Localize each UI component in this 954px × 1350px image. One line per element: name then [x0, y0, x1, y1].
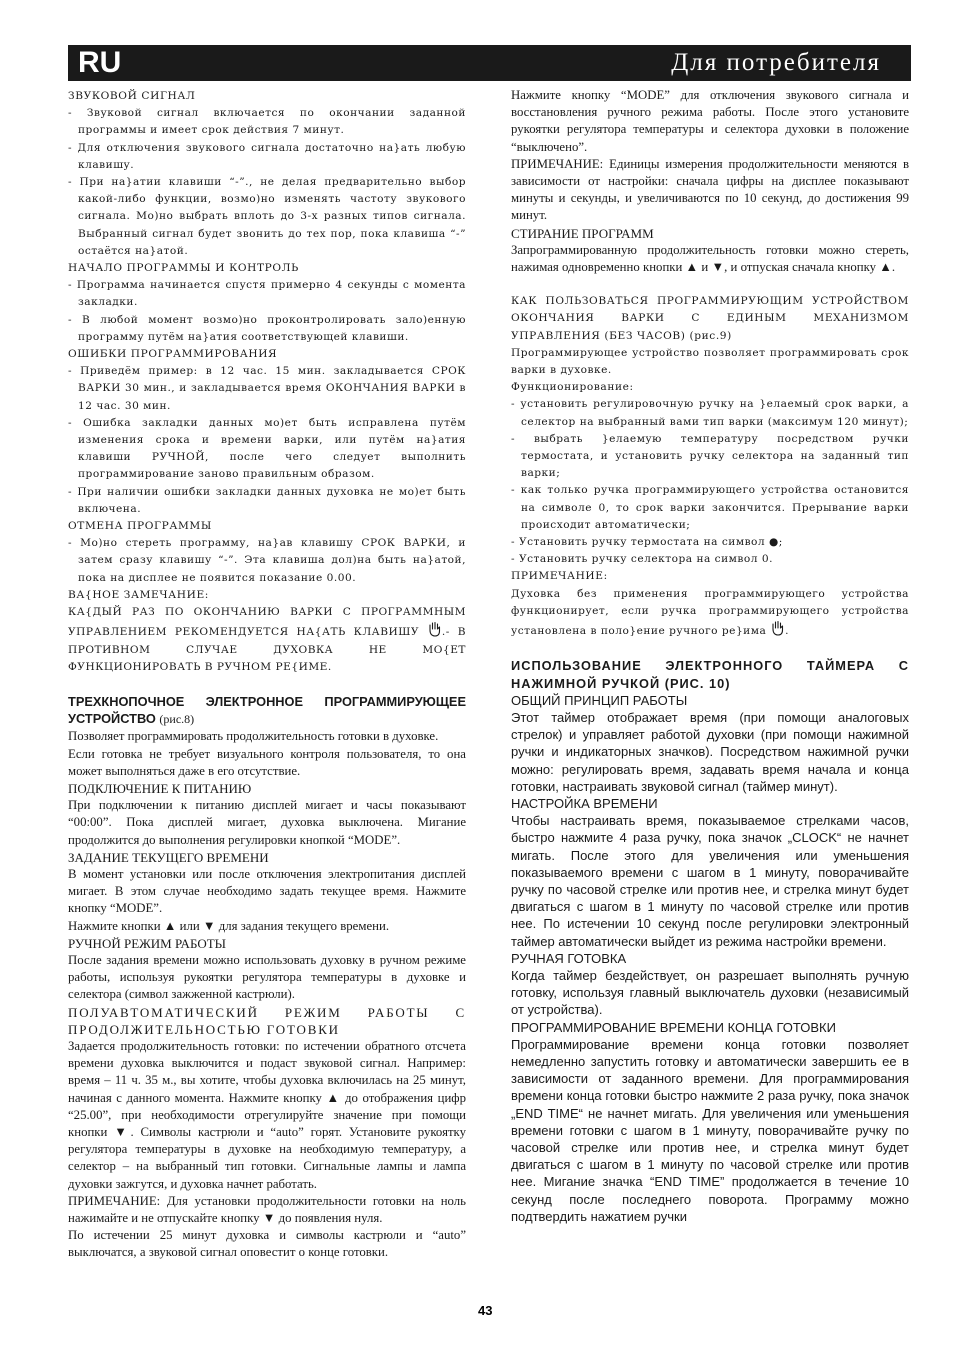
- paragraph: Этот таймер отображает время (при помощи аналоговых стрелок) и управляет работой духовки (при помощи нажимной ручки и индикаторных значков). Посредством нажимной ручки можно: регулировать время, задавать время начала и конца готовки, настраивать звуковой сигнал (таймер минут).: [511, 709, 909, 794]
- language-code: RU: [78, 46, 122, 79]
- list-item: - Ошибка закладки данных мо)ет быть исправлена путём изменения срока и времени варки, или путём на}атия клавиши РУЧНОЙ, после чего следует выполнить программирование заново правильным образом.: [68, 416, 466, 481]
- list-item: - Для отключения звукового сигнала достаточно на}ать любую клавишу.: [68, 141, 466, 171]
- figure-ref: (рис.8): [159, 712, 195, 727]
- note-paragraph: Духовка без применения программирующего устройства функционирует, если ручка программирующего устройства установлена в поло}ение ручного ре}има .: [511, 587, 909, 638]
- section-heading-hand: РУЧНАЯ ГОТОВКА: [511, 950, 627, 966]
- paragraph: После задания времени можно использовать духовку в ручном режиме работы, используя рукоятки регулятора температуры в духовке и селектора (символ зажженной кастрюли).: [68, 952, 466, 1002]
- section-heading-start: НАЧАЛО ПРОГРАММЫ И КОНТРОЛЬ: [68, 262, 299, 275]
- section-heading-time: ЗАДАНИЕ ТЕКУЩЕГО ВРЕМЕНИ: [68, 849, 269, 865]
- section-heading-func: Функционирование:: [511, 381, 634, 394]
- list-item: - установить регулировочную ручку на }елаемый срок варки, а селектор на выбранный вами тип варки (максимум 120 минут);: [511, 398, 909, 428]
- section-heading-manual: РУЧНОЙ РЕЖИМ РАБОТЫ: [68, 935, 226, 951]
- list-item: - выбрать }елаемую температуру посредством ручки термостата, и установить ручку селектора на заданный тип варки;: [511, 432, 909, 480]
- section-heading-errors: ОШИБКИ ПРОГРАММИРОВАНИЯ: [68, 348, 278, 361]
- list-item: - Звуковой сигнал включается по окончании заданной программы и имеет срок действия 7 минут.: [68, 107, 466, 137]
- section-heading-cancel: ОТМЕНА ПРОГРАММЫ: [68, 520, 212, 533]
- header-bar: [68, 45, 911, 81]
- paragraph: Если готовка не требует визуального контроля пользователя, то она может выполняться даже в его отсутствие.: [68, 746, 466, 778]
- paragraph: Нажмите кнопки ▲ или ▼ для задания текущего времени.: [68, 918, 390, 933]
- section-heading-timer: ИСПОЛЬЗОВАНИЕ ЭЛЕКТРОННОГО ТАЙМЕРА С НАЖИМНОЙ РУЧКОЙ (РИС. 10): [511, 658, 909, 691]
- paragraph: Нажмите кнопку “MODE” для отключения звукового сигнала и восстановления ручного режима работы. После этого установите рукоятки регулятора температуры и селектора духовки в положение “выключено”.: [511, 88, 909, 154]
- list-item: - Программа начинается спустя примерно 4 секунды с момента закладки.: [68, 279, 466, 309]
- section-heading-general: ОБЩИЙ ПРИНЦИП РАБОТЫ: [511, 692, 688, 708]
- paragraph: Программирующее устройство позволяет программировать срок варки в духовке.: [511, 346, 909, 377]
- section-heading-note2: ПРИМЕЧАНИЕ:: [511, 570, 608, 583]
- paragraph: При подключении к питанию дисплей мигает и часы показывают “00:00”. Пока дисплей мигает, духовка выключена. Мигание продолжится до выполнения регулировки кнопкой “MODE”.: [68, 798, 466, 847]
- paragraph: ПРИМЕЧАНИЕ: Единицы измерения продолжительности меняются в зависимости от настройки: сначала цифры на дисплее показывают минуты и секунды, и увеличиваются по 10 секунд, до достижения 99 минут.: [511, 156, 909, 223]
- paragraph: По истечении 25 минут духовка и символы кастрюли и “auto” выключатся, а звуковой сигнал оповестит о конце готовки.: [68, 1228, 466, 1260]
- section-heading-erase: СТИРАНИЕ ПРОГРАММ: [511, 225, 654, 241]
- list-item: - При наличии ошибки закладки данных духовка не мо)ет быть включена.: [68, 485, 466, 515]
- section-heading-end: ПРОГРАММИРОВАНИЕ ВРЕМЕНИ КОНЦА ГОТОВКИ: [511, 1019, 836, 1035]
- paragraph: Позволяет программировать продолжительность готовки в духовке.: [68, 729, 439, 744]
- list-item: - При на}атии клавиши “-”., не делая предварительно выбор какой-либо функции, возмо)но изменять частоту звукового сигнала. Мо)но выбрать вплоть до 3-х разных типов сигнала. Выбранный сигнал будет звонить до тех пор, пока клавиша “-” остаётся на}атой.: [68, 176, 466, 257]
- left-column: [68, 88, 466, 1262]
- hand-icon: [427, 621, 442, 637]
- section-heading-three-button: [68, 693, 466, 728]
- paragraph: Программирование времени конца готовки позволяет немедленно запустить готовку и автоматически завершить ее в зависимости от заданного времени. Для программирования времени конца готовки быстро нажмите 2 раза ручку, пока значок „END TIME“ не начнет мигать. Для увеличения или уменьшения времени готовки с шагом в 1 минуту, поворачивайте ручку по часовой стрелке или против нее, и стрелка минут будет двигаться с шагом в 1 минуту по часовой стрелке или против нее. Мигание значка “END TIME” продолжается в течение 10 секунд после последнего поворота. Программу можно подтвердить нажатием ручки: [511, 1036, 909, 1224]
- section-heading-sound: ЗВУКОВОЙ СИГНАЛ: [68, 90, 196, 102]
- section-heading-semi: ПОЛУАВТОМАТИЧЕСКИЙ РЕЖИМ РАБОТЫ С ПРОДОЛЖИТЕЛЬНОСТЬЮ ГОТОВКИ: [68, 1004, 466, 1037]
- paragraph: Запрограммированную продолжительность готовки можно стереть, нажимая одновременно кнопки ▲ и ▼, и отпуская сначала кнопку ▲.: [511, 242, 909, 275]
- section-heading-single: КАК ПОЛЬЗОВАТЬСЯ ПРОГРАММИРУЮЩИМ УСТРОЙСТВОМ ОКОНЧАНИЯ ВАРКИ С ЕДИНЫМ МЕХАНИЗМОМ УПРАВЛЕНИЯ (БЕЗ ЧАСОВ) (рис.9): [511, 295, 909, 342]
- list-item: - В любой момент возмо)но проконтролировать зало)енную программу путём на}атия соответствующей клавиши.: [68, 313, 466, 343]
- paragraph: Задается продолжительность готовки: по истечении обратного отсчета времени духовка выключится и подаст звуковой сигнал. Например: время – 11 ч. 35 м., вы хотите, чтобы духовка включилась на 25 минут, начиная с данного момента. Нажмите кнопку ▲ до отображения цифр “25.00”, при необходимости отрегулируйте значение при помощи кнопки ▼. Символы кастрюли и “auto” горят. Установите рукоятку регулятора температуры в духовке на необходимую температуру, а селектор – на выбранный тип готовки. Сигнальные лампы и лампа духовки зажгутся, и духовка начнет работать.: [68, 1038, 466, 1191]
- important-note-text-end: .- В ПРОТИВНОМ СЛУЧАЕ ДУХОВКА НЕ МО{ЕТ ФУНКЦИОНИРОВАТЬ В РУЧНОМ РЕ{ИМЕ.: [68, 626, 466, 673]
- paragraph: Чтобы настраивать время, показываемое стрелками часов, быстро нажмите 4 раза ручку, пока значок „CLOCK“ не начнет мигать. После этого для увеличения или уменьшения показываемого времени с шагом в 1 минуту, поворачивайте ручку по часовой стрелке или против нее, и стрелка минут будет двигаться с шагом в 1 минуту по часовой стрелке или против нее. По истечении 10 секунд после регулировки электронный таймер автоматически выйдет из режима настройки времени.: [511, 813, 909, 949]
- paragraph: Когда таймер бездействует, он разрешает выполнять ручную готовку, используя главный выключатель духовки (независимый от устройства).: [511, 967, 909, 1018]
- list-item: - Мо)но стереть программу, на}ав клавишу СРОК ВАРКИ, и затем сразу клавишу “-”. Эта клавиша дол)на быть на}атой, пока на дисплее не появится показание 0.00.: [68, 537, 466, 584]
- list-item: - Установить ручку термостата на символ ●;: [511, 536, 783, 549]
- page-title: Для потребителя: [671, 49, 881, 76]
- important-note-text: КА{ДЫЙ РАЗ ПО ОКОНЧАНИЮ ВАРКИ С ПРОГРАММНЫМ УПРАВЛЕНИЕМ РЕКОМЕНДУЕТСЯ НА{АТЬ КЛАВИШУ: [68, 606, 466, 639]
- section-heading-important: ВА{НОЕ ЗАМЕЧАНИЕ:: [68, 588, 209, 601]
- hand-icon: [770, 620, 785, 636]
- section-heading-power: ПОДКЛЮЧЕНИЕ К ПИТАНИЮ: [68, 780, 252, 796]
- list-item: - Установить ручку селектора на символ 0.: [511, 553, 773, 566]
- paragraph: ПРИМЕЧАНИЕ: Для установки продолжительности готовки на ноль нажимайте и не отпускайте кнопку ▼ до появления нуля.: [68, 1193, 466, 1225]
- three-button-title: ТРЕХКНОПОЧНОЕ ЭЛЕКТРОННОЕ ПРОГРАММИРУЮЩЕЕ УСТРОЙСТВО: [68, 693, 466, 727]
- paragraph: В момент установки или после отключения электропитания дисплей мигает. В этом случае необходимо задать текущее время. Нажмите кнопку “MODE”.: [68, 866, 466, 916]
- list-item: - как только ручка программирующего устройства остановится на символе 0, то срок варки закончится. Прерывание варки происходит автоматически;: [511, 484, 909, 531]
- section-heading-clock: НАСТРОЙКА ВРЕМЕНИ: [511, 795, 658, 811]
- list-item: - Приведём пример: в 12 час. 15 мин. закладывается СРОК ВАРКИ 30 мин., и закладывается время ОКОНЧАНИЯ ВАРКИ в 12 час. 30 мин.: [68, 365, 466, 412]
- right-column: [511, 87, 909, 1225]
- note-text: Духовка без применения программирующего устройства функционирует, если ручка программирующего устройства установлена в поло}ение ручного ре}има: [511, 587, 909, 638]
- page-number: 43: [478, 1303, 493, 1318]
- important-note: [68, 604, 466, 676]
